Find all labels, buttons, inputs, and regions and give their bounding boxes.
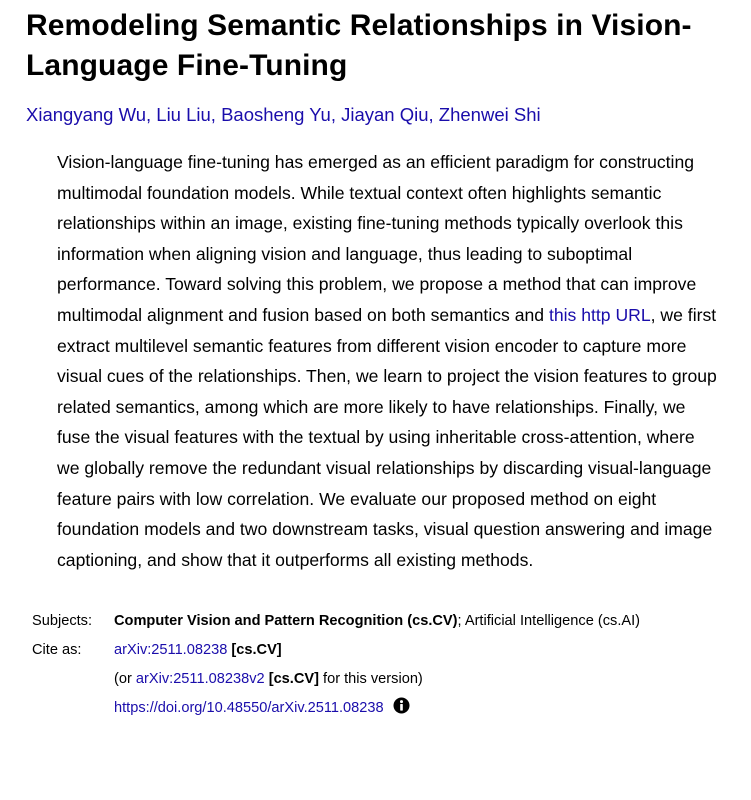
author-list: Xiangyang Wu, Liu Liu, Baosheng Yu, Jiayan Qiu, Zhenwei Shi bbox=[26, 104, 541, 125]
abstract bbox=[57, 147, 717, 575]
author-link[interactable]: Zhenwei Shi bbox=[438, 104, 541, 125]
abstract-link[interactable]: this http URL bbox=[548, 304, 651, 325]
info-icon[interactable] bbox=[393, 696, 410, 713]
arxiv-id-link[interactable]: arXiv:2511.08238 bbox=[114, 642, 228, 659]
author-link[interactable]: Jiayan Qiu bbox=[341, 104, 429, 125]
cite-label: Cite as: bbox=[32, 642, 82, 659]
version-row: (or arXiv:2511.08238v2 [cs.CV] for this version) bbox=[114, 671, 423, 688]
subjects-label: Subjects: bbox=[32, 613, 93, 630]
abstract-text: , we first extract multilevel semantic features from different vision encoder to capture more visual cues of the relationships. Then, we learn to project the vision features to group related semantics, among which are more likely to have relationships. Finally, we fuse the visual features with the textual by using inheritable cross-attention, where we globally remove the redundant visual relationships by discarding visual-language feature pairs with low correlation. We evaluate our proposed method on eight foundation models and two downstream tasks, visual question answering and image captioning, and show that it outperforms all existing methods. bbox=[57, 304, 717, 570]
doi-row bbox=[32, 694, 751, 723]
version-category: [cs.CV] bbox=[268, 671, 319, 688]
arxiv-version-link[interactable]: arXiv:2511.08238v2 bbox=[135, 671, 265, 688]
cite-category: [cs.CV] bbox=[231, 642, 282, 659]
author-link[interactable]: Baosheng Yu bbox=[221, 104, 331, 125]
doi-link[interactable]: https://doi.org/10.48550/arXiv.2511.08238 bbox=[114, 700, 384, 717]
abstract-text: Vision-language fine-tuning has emerged as an efficient paradigm for constructing multimodal foundation models. While textual context often highlights semantic relationships within an image, existing fine-tuning methods typically overlook this information when aligning vision and language, thus leading to suboptimal performance. Toward solving this problem, we propose a method that can improve multimodal alignment and fusion based on both semantics and bbox=[57, 152, 697, 325]
author-link[interactable]: Xiangyang Wu bbox=[26, 104, 146, 125]
secondary-subject: ; Artificial Intelligence (cs.AI) bbox=[457, 613, 641, 630]
author-link[interactable]: Liu Liu bbox=[156, 104, 211, 125]
paper-title: Remodeling Semantic Relationships in Vision-Language Fine-Tuning bbox=[26, 9, 692, 82]
metadata-table bbox=[32, 607, 751, 723]
subjects-row bbox=[32, 607, 751, 636]
primary-subject: Computer Vision and Pattern Recognition (cs.CV) bbox=[114, 613, 458, 630]
cite-row bbox=[32, 636, 751, 665]
